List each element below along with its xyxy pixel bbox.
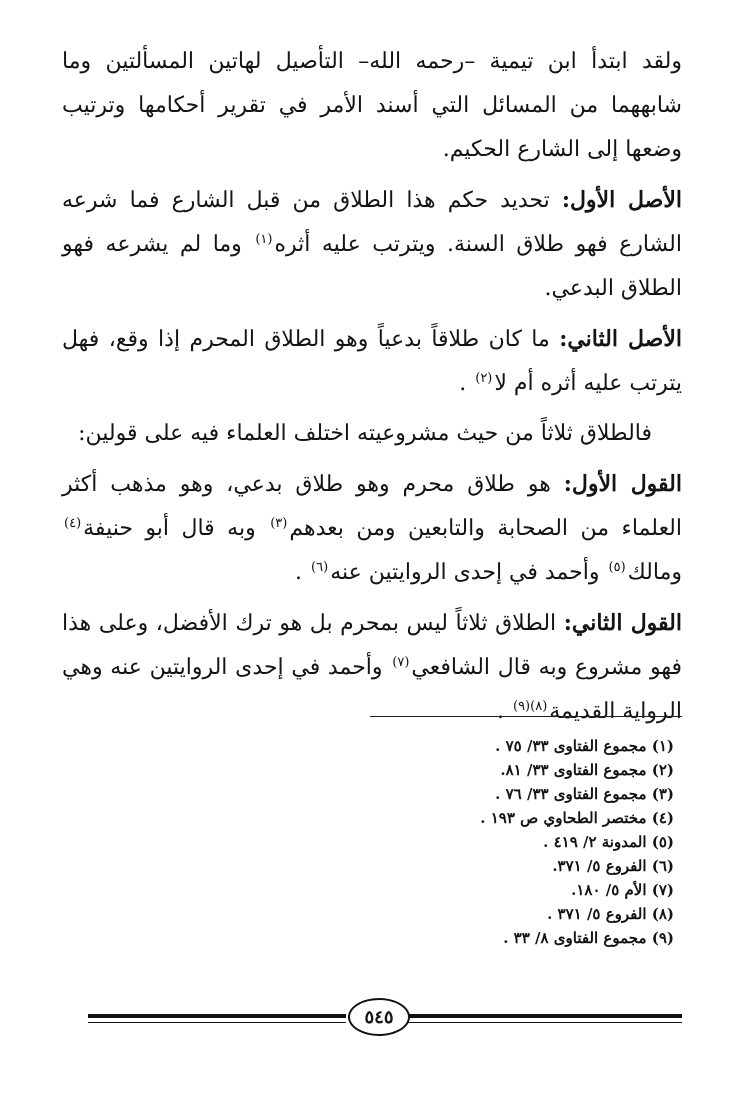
qawl-thani-text-c: . [496, 699, 511, 724]
footnote-ref-5[interactable]: (٥) [608, 559, 626, 575]
footnote-ref-8-9[interactable]: (٨)(٩) [512, 698, 548, 714]
footnote-item: (٨) الفروع ٥/ ٣٧١ . [547, 905, 674, 923]
qawl-awwal-text-b: وبه قال أبو حنيفة [83, 516, 269, 541]
asl-thani-paragraph [62, 317, 682, 406]
qawl-thani-term: القول الثاني: [563, 610, 682, 636]
footnote-item: (٤) مختصر الطحاوي ص ١٩٣ . [480, 809, 674, 827]
footer-rule-right-thick [408, 1014, 682, 1018]
page-number: ٥٤٥ [348, 998, 410, 1036]
asl-awwal-paragraph [62, 178, 682, 311]
footnote-item: (١) مجموع الفتاوى ٣٣/ ٧٥ . [495, 737, 674, 755]
footnote-ref-7[interactable]: (٧) [392, 654, 410, 670]
main-text [62, 40, 682, 740]
footnote-ref-2[interactable]: (٢) [475, 370, 493, 386]
footnote-item: (٧) الأم ٥/ ١٨٠. [571, 881, 674, 899]
footnote-ref-3[interactable]: (٣) [270, 515, 288, 531]
qawl-awwal-text-e: . [295, 560, 310, 585]
footnote-item: (٥) المدونة ٢/ ٤١٩ . [543, 833, 674, 851]
asl-awwal-text-a: تحديد حكم هذا الطلاق من قبل الشارع فما شرعه الشارع فهو طلاق السنة. ويترتب عليه أثره [62, 188, 682, 257]
qawl-thani-paragraph [62, 601, 682, 734]
footer-rule-left-thick [88, 1014, 346, 1018]
footnote-item: (٢) مجموع الفتاوى ٣٣/ ٨١. [500, 761, 674, 779]
qawl-awwal-text-a: هو طلاق محرم وهو طلاق بدعي، وهو مذهب أكثر العلماء من الصحابة والتابعين ومن بعدهم [62, 472, 683, 541]
qawl-awwal-paragraph [62, 462, 682, 595]
talaq-paragraph: فالطلاق ثلاثاً من حيث مشروعيته اختلف العلماء فيه على قولين: [78, 421, 652, 446]
qawl-awwal-text-c: ومالك [627, 560, 682, 585]
asl-awwal-term: الأصل الأول: [561, 187, 682, 213]
footnote-list [62, 734, 682, 950]
qawl-awwal-term: القول الأول: [563, 471, 682, 497]
footer-rule-right-thin [408, 1022, 682, 1023]
footnote-ref-4[interactable]: (٤) [64, 515, 82, 531]
qawl-thani-text-a: الطلاق ثلاثاً ليس بمحرم بل هو ترك الأفضل، وعلى هذا فهو مشروع وبه قال الشافعي [62, 611, 682, 680]
footer-rule-left-thin [88, 1022, 346, 1023]
asl-awwal-text-b: وما لم يشرعه فهو الطلاق البدعي. [62, 232, 682, 301]
asl-thani-text-b: . [459, 371, 474, 396]
asl-thani-text-a: ما كان طلاقاً بدعياً وهو الطلاق المحرم إذا وقع، فهل يترتب عليه أثره أم لا [62, 327, 682, 396]
footnote-ref-1[interactable]: (١) [255, 231, 273, 247]
footnote-item: (٣) مجموع الفتاوى ٣٣/ ٧٦ . [495, 785, 674, 803]
footnote-item: (٦) الفروع ٥/ ٣٧١. [552, 857, 674, 875]
footnote-divider [370, 716, 682, 717]
qawl-thani-text-b: وأحمد في إحدى الروايتين عنه وهي الرواية القديمة [62, 655, 682, 724]
qawl-awwal-text-d: وأحمد في إحدى الروايتين عنه [330, 560, 607, 585]
asl-thani-term: الأصل الثاني: [559, 326, 683, 352]
footnote-ref-6[interactable]: (٦) [311, 559, 329, 575]
footnote-item: (٩) مجموع الفتاوى ٨/ ٣٣ . [503, 929, 674, 947]
intro-paragraph: ولقد ابتدأ ابن تيمية –رحمه الله– التأصيل لهاتين المسألتين وما شابههما من المسائل التي أسند الأمر في تقرير أحكامها وترتيب وضعها إلى الشارع الحكيم. [62, 49, 682, 162]
